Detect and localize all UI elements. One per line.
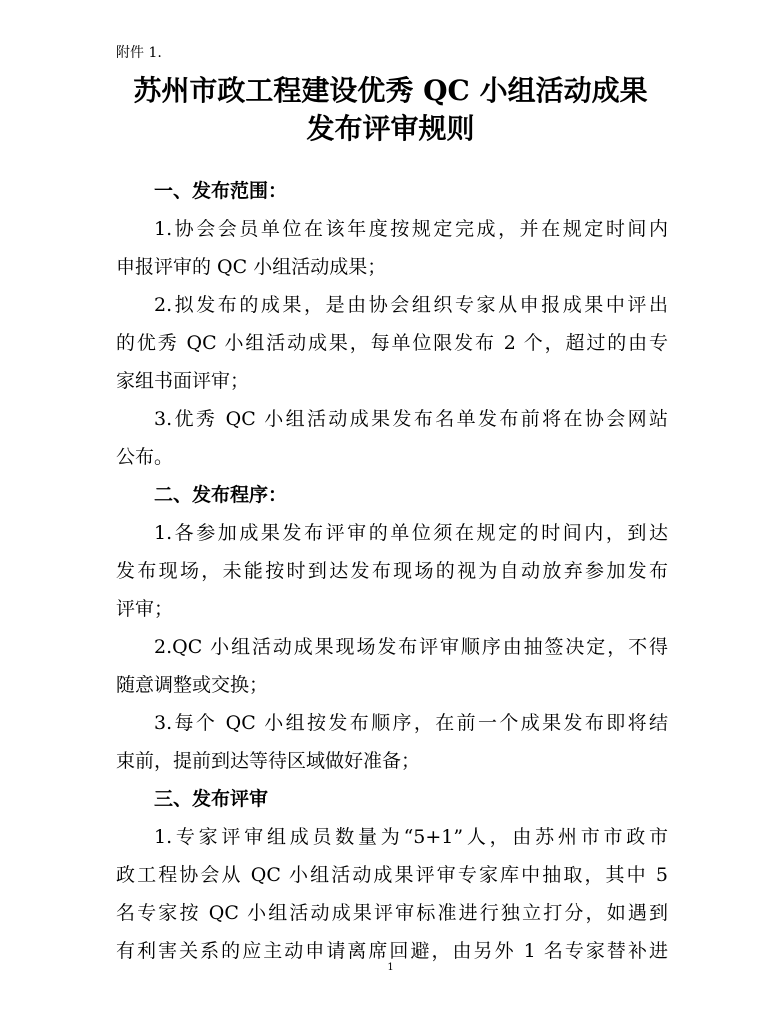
document-title-line-1: 苏州市政工程建设优秀 QC 小组活动成果 [133, 74, 648, 107]
body-line: 的优秀 QC 小组活动成果，每单位限发布 2 个，超过的由专 [116, 332, 668, 354]
page-number: 1 [387, 962, 394, 973]
body-line: 随意调整或交换； [116, 674, 269, 696]
body-line: 政工程协会从 QC 小组活动成果评审专家库中抽取，其中 5 [116, 864, 668, 886]
section-heading-review: 三、发布评审 [154, 788, 269, 810]
body-line: 束前，提前到达等待区域做好准备； [116, 750, 421, 772]
body-line: 1.专家评审组成员数量为“5+1”人，由苏州市市政市 [154, 826, 668, 848]
body-line: 1.协会会员单位在该年度按规定完成，并在规定时间内 [154, 218, 668, 240]
body-line: 3.优秀 QC 小组活动成果发布名单发布前将在协会网站 [154, 408, 668, 430]
body-line: 发布现场，未能按时到达发布现场的视为自动放弃参加发布 [116, 560, 668, 582]
body-line: 3.每个 QC 小组按发布顺序，在前一个成果发布即将结 [154, 712, 668, 734]
document-title-line-2: 发布评审规则 [306, 112, 475, 145]
body-line: 名专家按 QC 小组活动成果评审标准进行独立打分，如遇到 [116, 902, 668, 924]
body-line: 2.QC 小组活动成果现场发布评审顺序由抽签决定，不得 [154, 636, 668, 658]
attachment-label: 附件 1. [116, 45, 162, 61]
body-line: 申报评审的 QC 小组活动成果； [116, 256, 387, 278]
body-line: 1.各参加成果发布评审的单位须在规定的时间内，到达 [154, 522, 668, 544]
body-line: 2.拟发布的成果，是由协会组织专家从申报成果中评出 [154, 294, 668, 316]
body-line: 评审； [116, 598, 174, 620]
body-line: 家组书面评审； [116, 370, 250, 392]
body-line: 有利害关系的应主动申请离席回避，由另外 1 名专家替补进 [116, 940, 668, 962]
body-line: 公布。 [116, 446, 174, 468]
section-heading-scope: 一、发布范围： [154, 180, 288, 202]
section-heading-procedure: 二、发布程序： [154, 484, 288, 506]
